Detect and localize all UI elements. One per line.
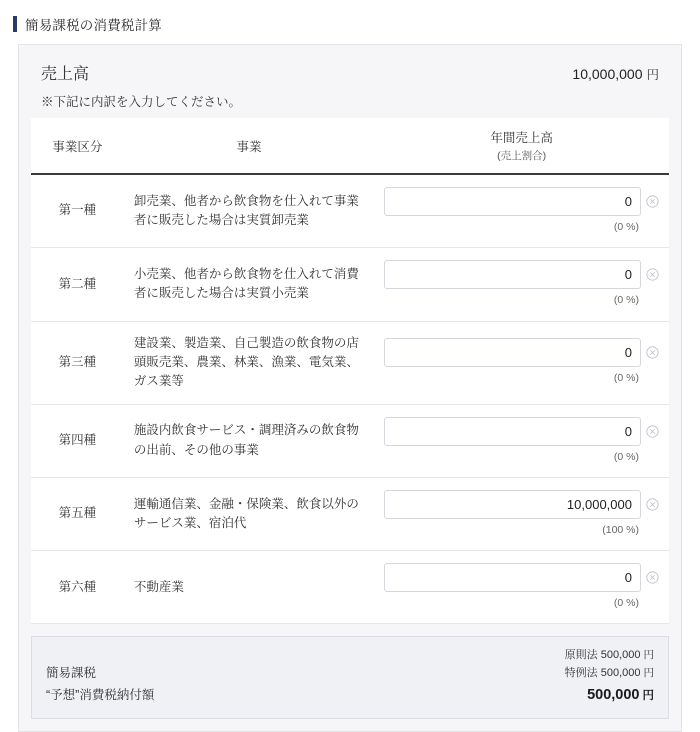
table-head	[31, 118, 669, 174]
tokureiho-row	[565, 665, 654, 683]
amount-input-wrap	[384, 187, 659, 216]
gensokuho-unit: 円	[643, 649, 654, 662]
total-tax-value: 500,000	[587, 686, 640, 703]
amount-input-wrap	[384, 563, 659, 592]
row-category: 第一種	[31, 174, 124, 248]
table-row	[31, 321, 669, 404]
sales-percent: (0 %)	[613, 450, 639, 463]
amount-input-wrap	[384, 490, 659, 519]
amount-input-wrap	[384, 338, 659, 367]
clear-icon[interactable]	[646, 268, 659, 281]
title-accent-bar	[13, 16, 17, 32]
row-description: 運輸通信業、金融・保険業、飲食以外のサービス業、宿泊代	[124, 477, 374, 550]
tokureiho-label: 特例法	[564, 667, 598, 680]
calculator-panel	[18, 44, 682, 732]
annual-sales-input[interactable]	[384, 338, 641, 367]
row-category: 第二種	[31, 248, 124, 321]
clear-icon[interactable]	[646, 571, 659, 584]
instruction-note: ※下記に内訳を入力してください。	[41, 95, 242, 109]
sales-percent: (100 %)	[602, 523, 639, 536]
row-amount-cell	[374, 551, 669, 624]
row-category: 第六種	[31, 551, 124, 624]
clear-icon[interactable]	[646, 195, 659, 208]
header-business: 事業	[124, 118, 374, 174]
total-tax-unit: 円	[642, 689, 654, 702]
row-amount-cell	[374, 404, 669, 477]
clear-icon[interactable]	[646, 498, 659, 511]
table-row	[31, 174, 669, 248]
table-header-row	[31, 118, 669, 174]
business-category-table	[31, 118, 669, 624]
tokureiho-unit: 円	[643, 667, 654, 680]
row-description: 不動産業	[124, 551, 374, 624]
amount-input-wrap	[384, 260, 659, 289]
annual-sales-input[interactable]	[384, 187, 641, 216]
amount-input-wrap	[384, 417, 659, 446]
total-sales-unit: 円	[646, 68, 659, 82]
annual-sales-input[interactable]	[384, 417, 641, 446]
header-annual-sales	[374, 118, 669, 174]
summary-line-2: “予想”消費税納付額	[46, 687, 155, 702]
row-amount-cell	[374, 174, 669, 248]
sales-percent: (0 %)	[613, 597, 639, 610]
total-sales-row	[31, 55, 669, 92]
gensokuho-label: 原則法	[564, 649, 598, 662]
annual-sales-input[interactable]	[384, 490, 641, 519]
row-description: 卸売業、他者から飲食物を仕入れて事業者に販売した場合は実質卸売業	[124, 174, 374, 248]
gensokuho-value: 500,000	[600, 649, 641, 662]
row-amount-cell	[374, 248, 669, 321]
total-sales-value-group	[572, 65, 659, 84]
gensokuho-row	[565, 647, 654, 665]
total-sales-label: 売上高	[41, 66, 90, 83]
row-description: 建設業、製造業、自己製造の飲食物の店頭販売業、農業、林業、漁業、電気業、ガス業等	[124, 321, 374, 404]
row-description: 小売業、他者から飲食物を仕入れて消費者に販売した場合は実質小売業	[124, 248, 374, 321]
summary-box	[31, 636, 669, 718]
clear-icon[interactable]	[646, 346, 659, 359]
sales-percent: (0 %)	[613, 294, 639, 307]
header-annual-sales-main: 年間売上高	[490, 131, 553, 145]
page-title: 簡易課税の消費税計算	[25, 17, 162, 33]
table-row	[31, 477, 669, 550]
table-row	[31, 248, 669, 321]
row-category: 第五種	[31, 477, 124, 550]
table-row	[31, 551, 669, 624]
sales-percent: (0 %)	[613, 221, 639, 233]
total-sales-value: 10,000,000	[572, 66, 643, 82]
summary-line-1: 簡易課税	[46, 666, 97, 681]
row-description: 施設内飲食サービス・調理済みの飲食物の出前、その他の事業	[124, 404, 374, 477]
page-header	[0, 0, 700, 34]
tokureiho-value: 500,000	[600, 667, 641, 680]
row-amount-cell	[374, 477, 669, 550]
summary-values	[565, 647, 654, 706]
header-category: 事業区分	[31, 118, 124, 174]
row-category: 第四種	[31, 404, 124, 477]
total-tax-row	[565, 684, 654, 707]
row-category: 第三種	[31, 321, 124, 404]
clear-icon[interactable]	[646, 425, 659, 438]
annual-sales-input[interactable]	[384, 563, 641, 592]
table-row	[31, 404, 669, 477]
table-body	[31, 174, 669, 624]
row-amount-cell	[374, 321, 669, 404]
annual-sales-input[interactable]	[384, 260, 641, 289]
sales-percent: (0 %)	[613, 372, 639, 385]
header-annual-sales-sub: (売上割合)	[497, 150, 547, 162]
summary-labels	[46, 663, 154, 707]
